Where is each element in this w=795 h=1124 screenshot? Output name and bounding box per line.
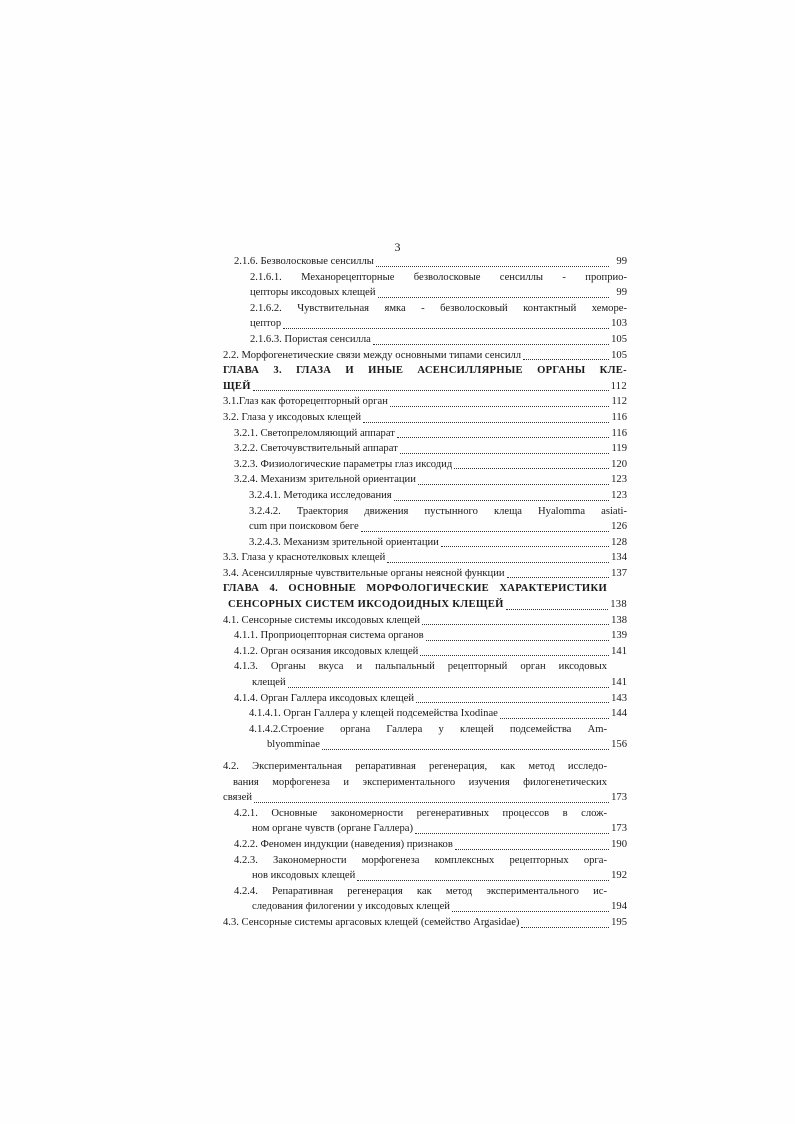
toc-entry-title: 4.1.4. Орган Галлера иксодовых клещей <box>234 692 415 704</box>
toc-page-number: 156 <box>611 739 627 751</box>
toc-page-number: 126 <box>611 521 627 533</box>
toc-page-number: 123 <box>611 489 627 501</box>
toc-entry-title: 3.2.3. Физиологические параметры глаз иксодид <box>234 458 453 470</box>
leader-dots <box>418 484 609 485</box>
toc-entry-3-2-4-2[interactable] <box>223 504 627 535</box>
toc-page-number: 138 <box>611 614 627 626</box>
toc-page-number: 137 <box>611 567 627 579</box>
toc-page-number: 138 <box>610 599 627 611</box>
leader-dots <box>452 911 609 912</box>
toc-entry-4-1-4-1[interactable] <box>223 706 627 722</box>
toc-entry-3-2-1[interactable] <box>223 426 627 442</box>
leader-dots <box>397 437 609 438</box>
toc-entry-title-cont: связей <box>223 792 252 804</box>
toc-page-number: 195 <box>611 916 627 928</box>
toc-entry-title-cont: следования филогении у иксодовых клещей <box>252 901 450 913</box>
toc-entry-title: 4.2.2. Феномен индукции (наведения) признаков <box>234 838 453 850</box>
toc-entry-title: 3.2. Глаза у иксодовых клещей <box>223 411 361 423</box>
toc-chapter-title-cont: СЕНСОРНЫХ СИСТЕМ ИКСОДОИДНЫХ КЛЕЩЕЙ <box>228 599 504 611</box>
leader-dots <box>283 328 609 329</box>
toc-entry-2-1-6-2[interactable] <box>223 301 627 332</box>
toc-entry-title: 3.2.1. Светопреломляющий аппарат <box>234 427 395 439</box>
toc-entry-title: 3.2.4. Механизм зрительной ориентации <box>234 474 416 486</box>
leader-dots <box>373 344 609 345</box>
toc-page-number: 103 <box>611 318 627 330</box>
toc-entry-3-2-2[interactable] <box>223 441 627 457</box>
toc-entry-2-2[interactable] <box>223 348 627 364</box>
toc-entry-3-2-4[interactable] <box>223 472 627 488</box>
table-of-contents <box>223 254 627 931</box>
leader-dots <box>523 359 609 360</box>
toc-entry-title-cont: цепторы иксодовых клещей <box>250 287 376 299</box>
toc-entry-title: 4.1.4.2.Строение органа Галлера у клещей подсемейства Am- <box>249 723 607 735</box>
toc-entry-4-3[interactable] <box>223 915 627 931</box>
toc-page-number: 173 <box>611 792 627 804</box>
leader-dots <box>420 655 609 656</box>
leader-dots <box>376 266 609 267</box>
toc-chapter-title-cont: ЩЕЙ <box>223 380 251 392</box>
toc-entry-title: 3.2.4.1. Методика исследования <box>249 489 392 501</box>
toc-entry-title: 2.1.6. Безволосковые сенсиллы <box>234 256 374 267</box>
toc-entry-4-1-4-2[interactable] <box>223 722 627 753</box>
toc-entry-title-cont: вания морфогенеза и экспериментального изучения филогенетических <box>233 776 607 788</box>
leader-dots <box>253 390 609 391</box>
leader-dots <box>415 833 609 834</box>
toc-page-number: 128 <box>611 536 627 548</box>
leader-dots <box>361 531 609 532</box>
toc-entry-title: 3.3. Глаза у краснотелковых клещей <box>223 552 386 564</box>
toc-entry-title-cont: клещей <box>252 677 286 689</box>
toc-entry-title: 4.2.4. Репаративная регенерация как метод экспериментального ис- <box>234 885 607 897</box>
toc-chapter-title: ГЛАВА 3. ГЛАЗА И ИНЫЕ АСЕНСИЛЛЯРНЫЕ ОРГАНЫ КЛЕ- <box>223 365 627 377</box>
leader-dots <box>378 297 609 298</box>
toc-entry-4-1[interactable] <box>223 613 627 629</box>
toc-entry-4-2-4[interactable] <box>223 884 627 915</box>
toc-entry-title: 4.1.4.1. Орган Галлера у клещей подсемейства Ixodinae <box>249 708 498 720</box>
toc-entry-4-2-3[interactable] <box>223 853 627 884</box>
toc-page-number: 143 <box>611 692 627 704</box>
toc-entry-title: 2.1.6.1. Механорецепторные безволосковые сенсиллы - проприо- <box>250 271 627 283</box>
leader-dots <box>507 577 609 578</box>
leader-dots <box>454 468 609 469</box>
toc-entry-4-1-4[interactable] <box>223 691 627 707</box>
toc-entry-title: 4.2.3. Закономерности морфогенеза комплексных рецепторных орга- <box>234 854 607 866</box>
leader-dots <box>363 422 609 423</box>
toc-chapter-3[interactable] <box>223 363 627 394</box>
toc-page-number: 134 <box>611 552 627 564</box>
leader-dots <box>400 453 609 454</box>
toc-entry-title: 3.2.2. Светочувствительный аппарат <box>234 443 398 455</box>
toc-page-number: 123 <box>611 474 627 486</box>
leader-dots <box>357 880 609 881</box>
toc-entry-4-2[interactable] <box>223 759 627 806</box>
toc-entry-title: 3.2.4.3. Механизм зрительной ориентации <box>249 536 439 548</box>
toc-entry-title: 2.1.6.3. Пористая сенсилла <box>250 333 371 345</box>
toc-entry-4-1-2[interactable] <box>223 644 627 660</box>
toc-chapter-4[interactable] <box>223 581 627 612</box>
leader-dots <box>506 609 609 610</box>
toc-page-number: 112 <box>611 396 627 408</box>
toc-entry-title: 4.1.3. Органы вкуса и пальпальный рецепторный орган иксодовых <box>234 661 607 673</box>
toc-entry-4-2-1[interactable] <box>223 806 627 837</box>
toc-page-number: 119 <box>611 443 627 455</box>
leader-dots <box>390 406 609 407</box>
toc-entry-title-cont: cum при поисковом беге <box>249 521 359 533</box>
toc-entry-3-2[interactable] <box>223 410 627 426</box>
leader-dots <box>254 802 609 803</box>
toc-page-number: 99 <box>616 287 627 299</box>
leader-dots <box>288 687 609 688</box>
leader-dots <box>394 500 609 501</box>
toc-page-number: 120 <box>611 458 627 470</box>
leader-dots <box>521 927 609 928</box>
toc-page-number: 116 <box>611 427 627 439</box>
toc-entry-2-1-6-1[interactable] <box>223 270 627 301</box>
toc-entry-title: 3.1.Глаз как фоторецепторный орган <box>223 396 388 408</box>
toc-page-number: 139 <box>611 630 627 642</box>
toc-entry-3-1[interactable] <box>223 394 627 410</box>
toc-page-number: 192 <box>611 870 627 882</box>
leader-dots <box>422 624 609 625</box>
toc-entry-title: 3.2.4.2. Траектория движения пустынного клеща Hyalomma asiati- <box>249 505 627 517</box>
toc-entry-3-2-4-1[interactable] <box>223 488 627 504</box>
toc-entry-title: 2.1.6.2. Чувствительная ямка - безволосковый контактный хеморе- <box>250 302 627 314</box>
toc-page-number: 116 <box>611 411 627 423</box>
toc-entry-4-1-1[interactable] <box>223 628 627 644</box>
toc-entry-title-cont: цептор <box>250 318 282 330</box>
toc-page-number: 105 <box>611 333 627 345</box>
toc-entry-title: 4.1.2. Орган осязания иксодовых клещей <box>234 645 419 657</box>
toc-entry-2-1-6-3[interactable] <box>223 332 627 348</box>
toc-entry-title-cont: blyomminae <box>267 739 320 751</box>
toc-page-number: 141 <box>611 677 627 689</box>
toc-page-number: 141 <box>611 645 627 657</box>
toc-entry-title-cont: ном органе чувств (органе Галлера) <box>252 823 413 835</box>
leader-dots <box>387 562 609 563</box>
page-number: 3 <box>394 240 401 254</box>
toc-entry-title: 3.4. Асенсиллярные чувствительные органы неясной функции <box>223 567 505 579</box>
toc-page-number: 190 <box>611 838 627 850</box>
toc-entry-title: 4.2.1. Основные закономерности регенеративных процессов в слож- <box>234 807 607 819</box>
toc-entry-title: 4.2. Экспериментальная репаративная регенерация, как метод исследо- <box>223 761 607 772</box>
leader-dots <box>416 702 609 703</box>
toc-entry-title: 4.1. Сенсорные системы иксодовых клещей <box>223 614 421 626</box>
leader-dots <box>426 640 609 641</box>
toc-page-number: 173 <box>611 823 627 835</box>
leader-dots <box>322 749 609 750</box>
toc-entry-3-2-3[interactable] <box>223 457 627 473</box>
toc-page-number: 194 <box>611 901 627 913</box>
toc-entry-3-2-4-3[interactable] <box>223 535 627 551</box>
toc-entry-4-2-2[interactable] <box>223 837 627 853</box>
leader-dots <box>441 546 609 547</box>
toc-entry-3-4[interactable] <box>223 566 627 582</box>
toc-entry-title-cont: нов иксодовых клещей <box>252 870 356 882</box>
toc-entry-title: 4.1.1. Проприоцепторная система органов <box>234 630 424 642</box>
toc-entry-2-1-6[interactable] <box>223 254 627 270</box>
toc-entry-3-3[interactable] <box>223 550 627 566</box>
leader-dots <box>455 849 609 850</box>
toc-entry-title: 2.2. Морфогенетические связи между основными типами сенсилл <box>223 349 522 361</box>
toc-page-number: 144 <box>611 708 627 720</box>
toc-entry-title: 4.3. Сенсорные системы аргасовых клещей (семейство Argasidae) <box>223 916 520 928</box>
toc-page-number: 99 <box>616 256 627 267</box>
toc-page-number: 112 <box>610 380 627 392</box>
toc-page-number: 105 <box>611 349 627 361</box>
leader-dots <box>500 718 609 719</box>
toc-entry-4-1-3[interactable] <box>223 659 627 690</box>
toc-chapter-title: ГЛАВА 4. ОСНОВНЫЕ МОРФОЛОГИЧЕСКИЕ ХАРАКТЕРИСТИКИ <box>223 583 607 595</box>
